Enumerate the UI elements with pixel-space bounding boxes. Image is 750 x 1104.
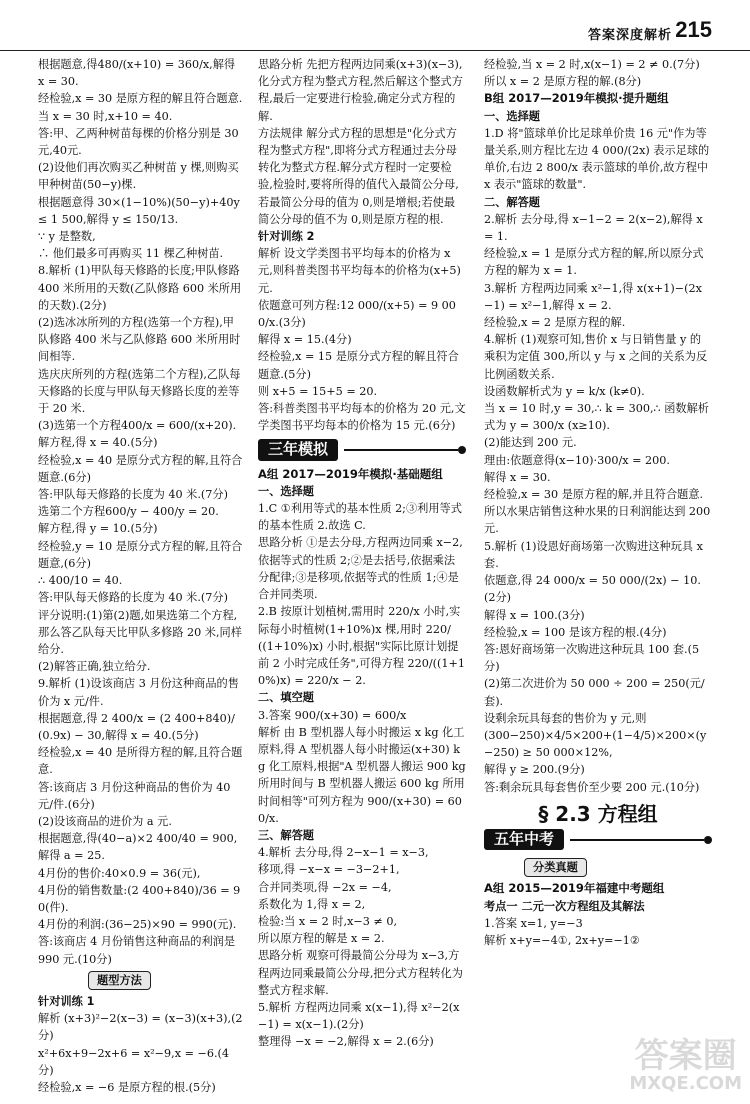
subheading: 一、选择题 [258,484,314,498]
text-line: 解方程,得 x = 40.(5分) [38,436,158,450]
text-line: 理由:依题意得(x−10)·300/x = 200. [484,453,670,467]
text-line: 答:该商店 3 月份这种商品的售价为 40 元/件.(6分) [38,780,231,811]
column-middle [258,56,466,1051]
text-line: 解得 x = 15.(4分) [258,333,352,347]
text-line: 解方程,得 y = 10.(5分) [38,522,158,536]
watermark-logo [629,1038,742,1094]
text-line: 3.答案 900/(x+30) = 600/x [258,708,407,722]
text-line: 经检验,x = 30 是原方程的解且符合题意. [38,92,243,106]
text-line: (2)第二次进价为 50 000 ÷ 200 = 250(元/套). [484,677,705,708]
text-line: 设剩余玩具每套的售价为 y 元,则 [484,711,647,725]
text-line: 解得 x = 30. [484,470,551,484]
band-line [344,449,458,451]
text-line: x²+6x+9−2x+6 = x²−9,x = −6.(4分) [38,1046,230,1077]
text-line: 3.解析 方程两边同乘 x²−1,得 x(x+1)−(2x−1) = x²−1,解得 x = 2. [484,281,702,312]
band-dot [704,836,712,844]
text-line: 答:恩好商场第一次购进这种玩具 100 套.(5分) [484,642,700,674]
text-line: 经检验,x = −6 是原方程的根.(5分) [38,1080,216,1094]
text-line: 当 x = 30 时,x+10 = 40. [38,109,173,123]
text-line: 则 x+5 = 15+5 = 20. [258,384,378,398]
text-line: 经检验,y = 10 是原分式方程的解,且符合题意,(6分) [38,539,243,570]
text-line: (3)选第一个方程400/x = 600/(x+20). [38,419,237,433]
text-line: 解析 x+y=−4①, 2x+y=−1② [484,933,640,947]
header-rule [0,50,750,51]
text-line: 评分说明:(1)第(2)题,如果选第二个方程,那么答乙队每天比甲队多修路 20 米,同样给分. [38,608,242,656]
text-line: 设函数解析式为 y = k/x (k≠0). [484,384,645,398]
text-line: ∵ y 是整数, [38,230,96,244]
group-heading: B组 2017—2019年模拟·提升题组 [484,91,669,106]
page-number: 215 [675,17,712,42]
text-line: (2)能达到 200 元. [484,436,577,450]
text-line: 解析 (x+3)²−2(x−3) = (x−3)(x+3),(2分) [38,1012,243,1043]
text-line: 经检验,x = 1 是原分式方程的解,所以原分式方程的解为 x = 1. [484,247,704,278]
answer-9: 9.解析 (1)设该商店 3 月份这种商品的售价为 x 元/件. [38,677,239,708]
text-line: 2.B 按原计划植树,需用时 220/x 小时,实际每小时植树(1+10%)x 棵,用时 220/((1+10%)x) 小时,根据"实际比原计划提前 2 小时完成任务",可得方程 220/((1+10%)x) = 220/x − 2. [258,605,466,688]
text-line: 思路分析 观察可得最简公分母为 x−3,方程两边同乘最简公分母,把分式方程转化为整式方程求解. [258,949,463,997]
text-line: 经检验,x = 2 是原方程的解. [484,316,626,330]
text-line: 4.解析 去分母,得 2−x−1 = x−3, [258,846,429,860]
section-label: 五年中考 [484,829,564,850]
text-line: 经检验,x = 40 是所得方程的解,且符合题意. [38,746,243,777]
method-box-title: 题型方法 [88,971,151,990]
text-line: (2)设他们再次购买乙种树苗 y 棵,则购买甲种树苗(50−y)棵. [38,161,239,192]
text-line: 5.解析 (1)设恩好商场第一次购进这种玩具 x 套. [484,539,703,570]
text-line: 选庆庆所列的方程(选第二个方程),乙队每天修路的长度与甲队每天修路长度的差等于 20 米. [38,367,241,416]
subheading: 二、填空题 [258,691,314,705]
text-line: 依题意可列方程:12 000/(x+5) = 9 000/x.(3分) [258,298,456,330]
text-line: 1.D 将"篮球单价比足球单价贵 16 元"作为等量关系,则方程比左边 4 000/(2x) 表示足球的单价,右边 2 800/x 表示篮球的单价,故方程中 x 表示"篮球的数量". [484,126,710,192]
column-right [484,56,712,949]
text-line: 经检验,当 x = 2 时,x(x−1) = 2 ≠ 0.(7分) [484,58,700,71]
text-line: 4.解析 (1)观察可知,售价 x 与日销售量 y 的乘积为定值 300,所以 y 与 x 之间的关系为反比例函数关系. [484,333,708,381]
subheading: 二、解答题 [484,195,540,209]
text-line: (2)设该商品的进价为 a 元. [38,814,172,828]
text-line: 根据题意,得480/(x+10) = 360/x,解得 x = 30. [38,58,236,89]
text-line: 答:科普类图书平均每本的价格为 20 元,文学类图书平均每本的价格为 15 元.(6分) [258,402,466,433]
text-line: 依题意,得 24 000/x = 50 000/(2x) − 10.(2分) [484,574,701,605]
text-line: (300−250)×4/5×200+(1−4/5)×200×(y−250) ≥ 50 000×12%, [484,728,707,760]
text-line: 选第二个方程600/y − 400/y = 20. [38,505,219,519]
text-line: 所以 x = 2 是原方程的解.(8分) [484,75,642,89]
topic-heading: 考点一 二元一次方程组及其解法 [484,899,645,913]
section-band-three-year [258,439,466,460]
text-line: 整理得 −x = −2,解得 x = 2.(6分) [258,1035,434,1049]
text-line: 解得 y ≥ 200.(9分) [484,763,585,777]
text-line: 经检验,x = 40 是原分式方程的解,且符合题意.(6分) [38,453,243,484]
text-line: 答:甲队每天修路的长度为 40 米.(7分) [38,488,228,502]
text-line: 答:剩余玩具每套售价至少要 200 元.(10分) [484,780,700,794]
text-line: 根据题意得 30×(1−10%)(50−y)+40y ≤ 1 500,解得 y ≤ 150/13. [38,195,240,226]
subheading: 一、选择题 [484,109,540,123]
text-line: ∴ 他们最多可再购买 11 棵乙种树苗. [38,247,224,261]
subheading: 三、解答题 [258,828,314,842]
page-header [0,0,750,52]
text-line: (2)选冰冰所列的方程(选第一个方程),甲队修路 400 米与乙队修路 600 米所用时间相等. [38,316,241,364]
text-line: 4月份的销售数量:(2 400+840)/36 = 90(件). [38,883,241,914]
text-line: 解得 x = 100.(3分) [484,608,585,622]
group-heading: A组 2015—2019年福建中考题组 [484,881,665,896]
text-line: 所以水果店销售这种水果的日利润能达到 200 元. [484,505,711,536]
section-label: 三年模拟 [258,439,338,460]
text-line: 检验:当 x = 2 时,x−3 ≠ 0, [258,914,398,928]
text-line: 根据题意,得(40−a)×2 400/40 = 900,解得 a = 25. [38,832,238,863]
text-line: 4月份的利润:(36−25)×90 = 990(元). [38,918,237,932]
watermark-text: 答案圈 [634,1036,737,1076]
text-line: 答:甲队每天修路的长度为 40 米.(7分) [38,591,228,605]
text-line: 所以原方程的解是 x = 2. [258,932,385,946]
text-line: 解析 由 B 型机器人每小时搬运 x kg 化工原料,得 A 型机器人每小时搬运(x+30) kg 化工原料,根据"A 型机器人搬运 900 kg 所用时间与 B 型机器人搬运 600 kg 所用时间相等"可列方程为 900/(x+30) = 600/x. [258,725,466,825]
text-line: 移项,得 −x−x = −3−2+1, [258,863,400,877]
text-line: 解析 设文学类图书平均每本的价格为 x 元,则科普类图书平均每本的价格为(x+5)元. [258,247,461,295]
text-line: 合并同类项,得 −2x = −4, [258,880,392,894]
answer-8: 8.解析 (1)甲队每天修路的长度;甲队修路 400 米所用的天数(乙队修路 600 米所用的天数).(2分) [38,264,242,312]
text-line: 经检验,x = 15 是原分式方程的解且符合题意.(5分) [258,350,459,381]
band-dot [458,446,466,454]
text-line: 经检验,x = 100 是该方程的根.(4分) [484,625,667,639]
text-line: (2)解答正确,独立给分. [38,660,151,674]
text-line: ∴ 400/10 = 40. [38,574,123,588]
text-line: 1.C ①利用等式的基本性质 2;③利用等式的基本性质 2.故选 C. [258,502,462,533]
text-line: 2.解析 去分母,得 x−1−2 = 2(x−2),解得 x = 1. [484,212,703,244]
text-line: 经检验,x = 30 是原方程的解,并且符合题意. [484,488,704,502]
group-heading: A组 2017—2019年模拟·基础题组 [258,466,443,481]
text-line: 根据题意,得 2 400/x = (2 400+840)/(0.9x) − 30,解得 x = 40.(5分) [38,711,235,742]
text-line: 系数化为 1,得 x = 2, [258,897,366,911]
header-title: 答案深度解析 [587,27,672,42]
section-title: § 2.3 方程组 [538,801,658,826]
text-line: 答:甲、乙两种树苗每棵的价格分别是 30元,40元. [38,126,239,158]
text-line: 1.答案 x=1, y=−3 [484,916,583,930]
tip-analysis: 思路分析 先把方程两边同乘(x+3)(x−3),化分式方程为整式方程,然后解这个整式方程,最后一定要进行检验,确定分式方程的解. [258,58,463,123]
text-line: 5.解析 方程两边同乘 x(x−1),得 x²−2(x−1) = x(x−1).(2分) [258,1000,460,1032]
tip-method: 方法规律 解分式方程的思想是"化分式方程为整式方程",即将分式方程通过去分母转化为整式方程.解分式方程时一定要检验,检验时,要将所得的值代入最简公分母,若最简公分母的值为 0,则是增根;若使最简公分母的值不为 0,则是原方程的根. [258,126,459,226]
text-line: 思路分析 ①是去分母,方程两边同乘 x−2,依据等式的性质 2;②是去括号,依据乘法分配律;③是移项,依据等式的性质 1;④是合并同类项. [258,536,463,602]
practice-heading: 针对训练 2 [258,230,315,244]
column-left [38,56,243,1096]
category-box-title: 分类真题 [524,858,587,877]
watermark-url: MXQE.COM [629,1073,742,1094]
text-line: 4月份的售价:40×0.9 = 36(元), [38,866,201,880]
practice-heading: 针对训练 1 [38,994,95,1008]
text-line: 答:该商店 4 月份销售这种商品的利润是 990 元.(10分) [38,935,236,966]
text-line: 当 x = 10 时,y = 30,∴ k = 300,∴ 函数解析式为 y = 300/x (x≥10). [484,402,709,433]
band-line [570,839,704,841]
section-band-five-year [484,829,712,850]
